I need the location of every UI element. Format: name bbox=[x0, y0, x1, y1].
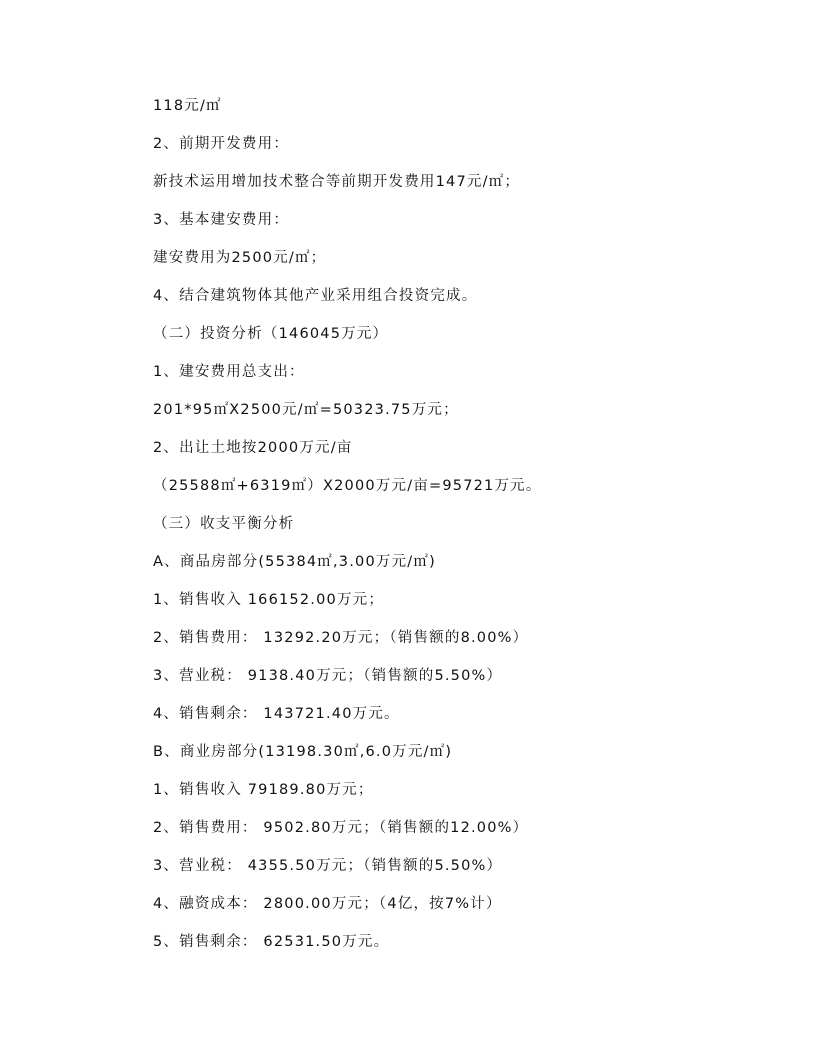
text-line-combined-investment: 4、结合建筑物体其他产业采用组合投资完成。 bbox=[153, 288, 478, 304]
text-line-residential-revenue: 1、销售收入 166152.00万元； bbox=[153, 592, 385, 608]
section-heading-balance-analysis: （三）收支平衡分析 bbox=[153, 516, 295, 532]
text-line-residential-tax: 3、营业税： 9138.40万元；（销售额的5.50%） bbox=[153, 668, 503, 684]
text-line-pre-dev-cost: 新技术运用增加技术整合等前期开发费用147元/㎡； bbox=[153, 174, 521, 190]
text-line-commercial-sales-cost: 2、销售费用： 9502.80万元；（销售额的12.00%） bbox=[153, 820, 529, 836]
text-line-land-transfer-formula: （25588㎡+6319㎡）X2000万元/亩=95721万元。 bbox=[153, 478, 542, 494]
text-line-commercial-financing: 4、融资成本： 2800.00万元；（4亿，按7%计） bbox=[153, 896, 502, 912]
document-body bbox=[153, 93, 713, 967]
text-line-residential-sales-cost: 2、销售费用： 13292.20万元；（销售额的8.00%） bbox=[153, 630, 529, 646]
text-line-commercial-tax: 3、营业税： 4355.50万元；（销售额的5.50%） bbox=[153, 858, 503, 874]
text-line-commercial-revenue: 1、销售收入 79189.80万元； bbox=[153, 782, 374, 798]
text-line-land-transfer: 2、出让土地按2000万元/亩 bbox=[153, 440, 353, 456]
text-line-land-cost: 118元/㎡ bbox=[153, 98, 222, 114]
text-line-residential-surplus: 4、销售剩余： 143721.40万元。 bbox=[153, 706, 400, 722]
subsection-heading-commercial: B、商业房部分(13198.30㎡,6.0万元/㎡) bbox=[153, 744, 453, 760]
section-heading-investment-analysis: （二）投资分析（146045万元） bbox=[153, 326, 389, 342]
text-line-construction-total-heading: 1、建安费用总支出： bbox=[153, 364, 305, 380]
text-line-pre-dev-heading: 2、前期开发费用： bbox=[153, 136, 290, 152]
subsection-heading-residential: A、商品房部分(55384㎡,3.00万元/㎡) bbox=[153, 554, 436, 570]
text-line-construction-heading: 3、基本建安费用： bbox=[153, 212, 290, 228]
text-line-commercial-surplus: 5、销售剩余： 62531.50万元。 bbox=[153, 934, 390, 950]
text-line-construction-cost: 建安费用为2500元/㎡； bbox=[153, 250, 327, 266]
text-line-construction-total-formula: 201*95㎡X2500元/㎡=50323.75万元； bbox=[153, 402, 459, 418]
